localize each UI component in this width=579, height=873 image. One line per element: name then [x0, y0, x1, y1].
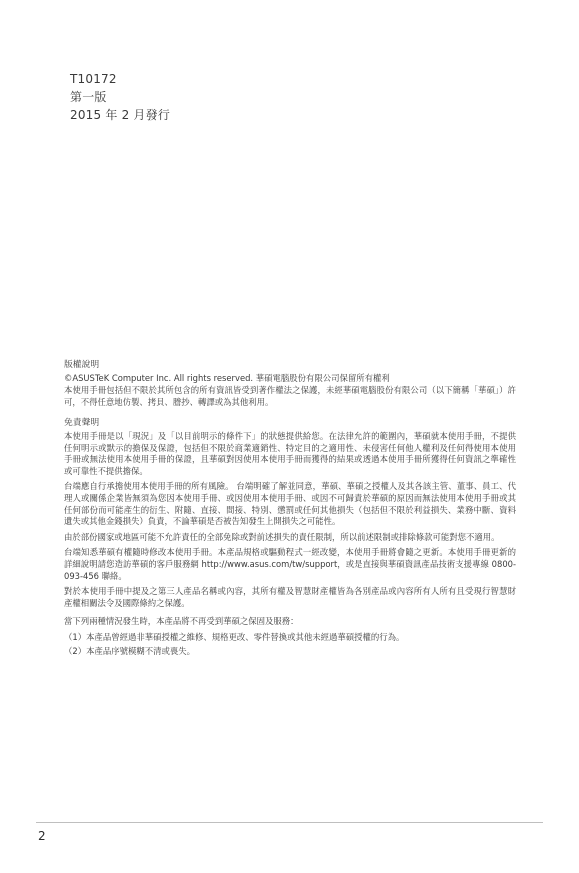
publish-date: 2015 年 2 月發行: [70, 108, 171, 122]
copyright-title: 版權說明: [64, 360, 100, 370]
disclaimer-paragraph: 對於本使用手冊中提及之第三人產品名稱或內容，其所有權及智慧財產權皆為各別產品或內容所有人所有且受現行智慧財產權相關法令及國際條約之保護。: [64, 586, 516, 608]
copyright-line: ©ASUSTeK Computer Inc. All rights reserved. 華碩電腦股份有限公司保留所有權利: [64, 372, 390, 383]
warranty-item: [64, 646, 516, 658]
page-number: 2: [38, 829, 46, 843]
edition-label: 第一版: [70, 90, 107, 104]
warranty-item: [64, 632, 516, 644]
warranty-item-text: 本產品曾經過非華碩授權之維修、規格更改、零件替換或其他未經過華碩授權的行為。: [86, 631, 405, 642]
warranty-intro: 當下列兩種情況發生時，本產品將不再受到華碩之保固及服務：: [64, 616, 299, 627]
disclaimer-paragraph: 由於部份國家或地區可能不允許責任的全部免除或對前述損失的責任限制，所以前述限制或排除條款可能對您不適用。: [64, 531, 500, 542]
disclaimer-paragraph: 本使用手冊是以「現況」及「以目前明示的條件下」的狀態提供給您。在法律允許的範圍內，華碩就本使用手冊，不提供任何明示或默示的擔保及保證，包括但不限於商業適銷性、特定目的之適用性、未侵害任何他人權利及任何得使用本使用手冊或無法使用本使用手冊的保證，且華碩對因使用本使用手冊而獲得的結果或透過本使用手冊所獲得任何資訊之準確性或可靠性不提供擔保。: [64, 430, 516, 476]
disclaimer-title: 免責聲明: [64, 418, 100, 429]
legal-content: [64, 360, 516, 661]
disclaimer-paragraph: 台端應自行承擔使用本使用手冊的所有風險。 台端明確了解並同意，華碩、華碩之授權人及其各該主管、董事、員工、代理人或關係企業皆無須為您因本使用手冊、或因使用本使用手冊、或因不可歸責於華碩的原因而無法使用本使用手冊或其任何部份而可能產生的衍生、附隨、直接、間接、特別、懲罰或任何其他損失（包括但不限於利益損失、業務中斷、資料遺失或其他金錢損失）負責，不論華碩是否被告知發生上開損失之可能性。: [64, 481, 516, 527]
copyright-body: 本使用手冊包括但不限於其所包含的所有資訊皆受到著作權法之保護，未經華碩電腦股份有限公司（以下簡稱「華碩」）許可，不得任意地仿製、拷貝、謄抄、轉譯或為其他利用。: [64, 385, 516, 407]
warranty-item-number: （1）: [64, 631, 87, 642]
warranty-item-number: （2）: [64, 646, 87, 657]
warranty-item-text: 本產品序號模糊不清或喪失。: [86, 646, 195, 657]
document-header: [70, 70, 170, 124]
product-code: T10172: [70, 72, 117, 86]
disclaimer-paragraph: 台端知悉華碩有權隨時修改本使用手冊。本產品規格或驅動程式一經改變，本使用手冊將會隨之更新。本使用手冊更新的詳細說明請您造訪華碩的客戶服務網 http://www.asus.com/tw/support，或是直接與華碩資訊產品技術支援專線 0800-093-456 聯絡。: [64, 547, 516, 581]
footer-divider: [36, 822, 543, 823]
